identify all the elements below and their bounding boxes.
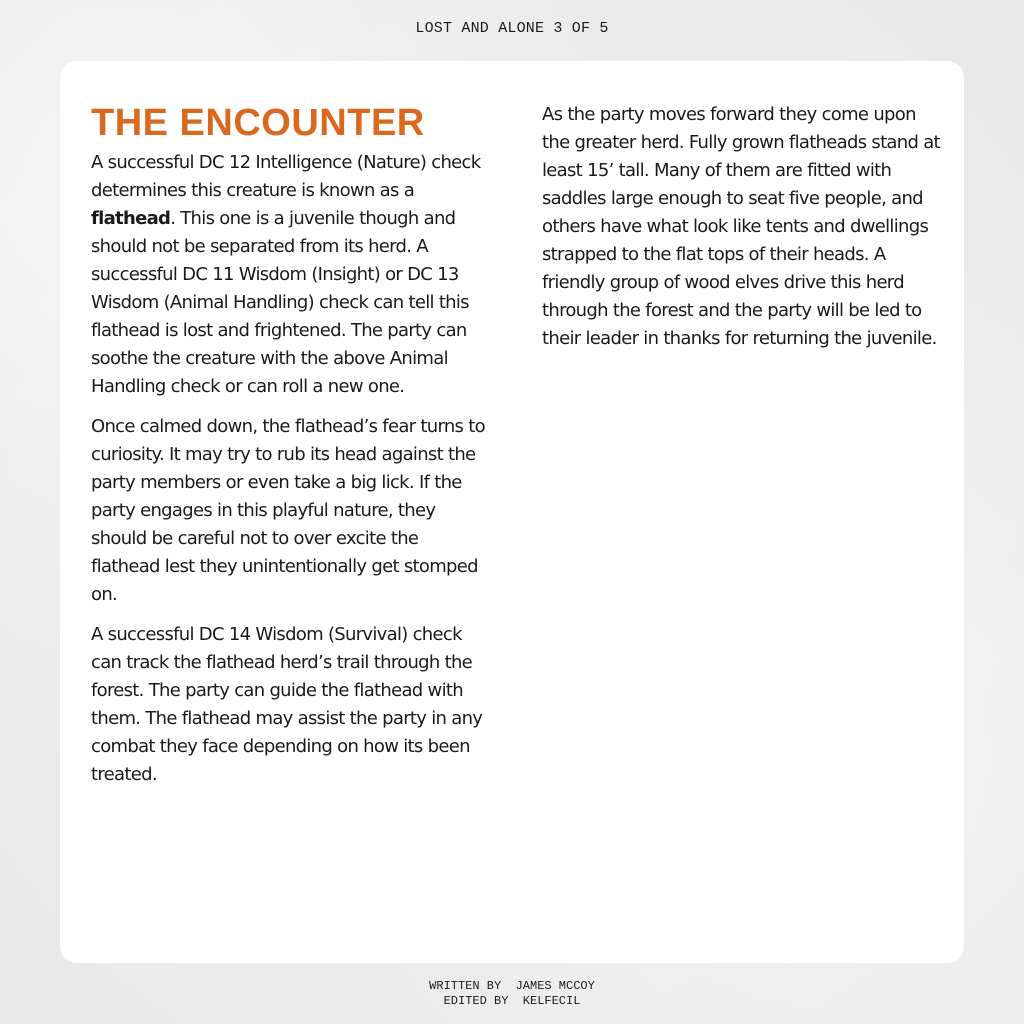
page-header-title: LOST AND ALONE 3 OF 5 (415, 20, 609, 37)
paragraph-calmed: Once calmed down, the flathead’s fear turns to curiosity. It may try to rub its head against the party members or even take a big lick. If the party engages in this playful nature, they should be careful not to over excite the flathead lest they unintentionally get stomped on. (91, 416, 485, 605)
credits-footer (0, 979, 1024, 1009)
paragraph-herd: As the party moves forward they come upon the greater herd. Fully grown flatheads stand at least 15’ tall. Many of them are fitted with saddles large enough to seat five people, and others have what look like tents and dwellings strapped to the flat tops of their heads. A friendly group of wood elves drive this herd through the forest and the party will be led to their leader in thanks for returning the juvenile. (542, 104, 940, 349)
left-column (91, 99, 491, 801)
paragraph-text: . This one is a juvenile though and should not be separated from its herd. A successful DC 11 Wisdom (Insight) or DC 13 Wisdom (Animal Handling) check can tell this flathead is lost and frightened. The party can soothe the creature with the above Animal Handling check or can roll a new one. (91, 208, 469, 397)
paragraph-identify (91, 149, 491, 401)
right-column (542, 101, 942, 365)
edited-by-credit: EDITED BY KELFECIL (443, 994, 581, 1008)
paragraph-text: A successful DC 12 Intelligence (Nature) check determines this creature is known as a (91, 152, 481, 201)
content-card (60, 61, 964, 963)
paragraph-survival: A successful DC 14 Wisdom (Survival) check can track the flathead herd’s trail through the forest. The party can guide the flathead with them. The flathead may assist the party in any combat they face depending on how its been treated. (91, 624, 483, 785)
section-heading: THE ENCOUNTER (91, 102, 425, 144)
written-by-credit: WRITTEN BY JAMES MCCOY (429, 979, 595, 993)
creature-name-bold: flathead (91, 208, 171, 229)
